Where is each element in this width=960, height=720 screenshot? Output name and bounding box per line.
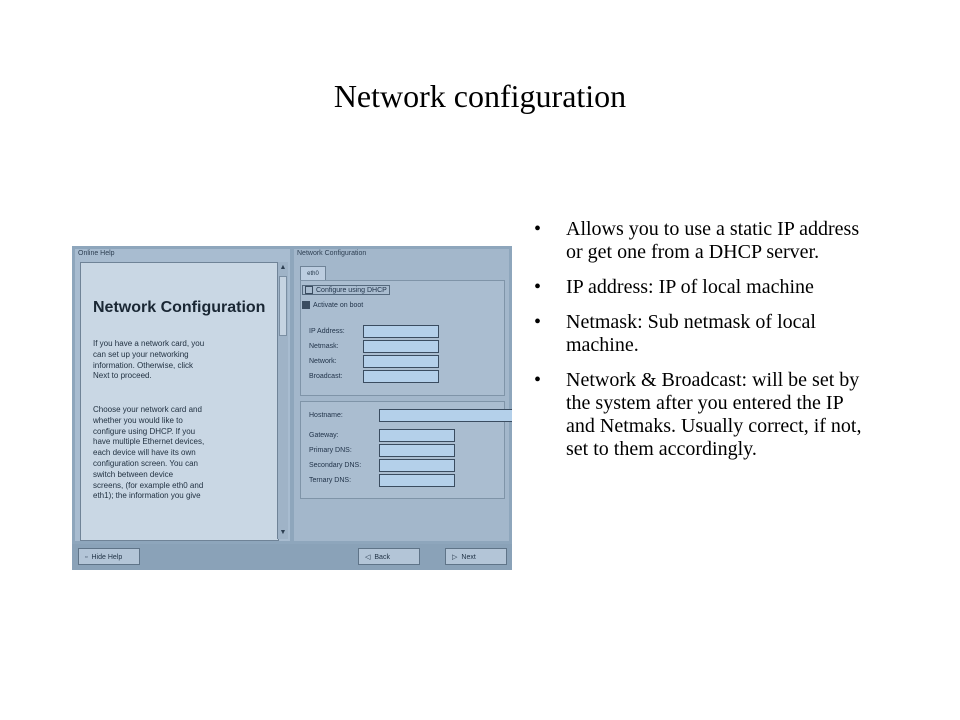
host-settings-section	[300, 401, 505, 499]
help-checkbox-icon: ▫	[85, 554, 88, 561]
activate-on-boot-checkbox[interactable]	[302, 301, 363, 309]
scroll-thumb[interactable]	[279, 276, 287, 336]
network-config-header: Network Configuration	[297, 250, 367, 257]
gateway-input[interactable]	[379, 429, 455, 442]
bottom-button-bar	[72, 544, 512, 570]
bullet-text: Allows you to use a static IP address or get one from a DHCP server.	[566, 218, 860, 263]
ternary-dns-input[interactable]	[379, 474, 455, 487]
hide-help-label: Hide Help	[91, 554, 123, 561]
bullet-item	[526, 276, 876, 299]
help-paragraph: If you have a network card, you can set up your networking information. Otherwise, click Next to proceed.	[93, 339, 205, 381]
scroll-up-icon[interactable]: ▲	[279, 264, 287, 271]
back-button[interactable]	[358, 548, 420, 565]
ternary-dns-label: Ternary DNS:	[309, 477, 352, 484]
network-input[interactable]	[363, 355, 439, 368]
secondary-dns-input[interactable]	[379, 459, 455, 472]
tab-eth0[interactable]: eth0	[300, 266, 326, 282]
back-label: Back	[374, 554, 390, 561]
bullet-item	[526, 369, 876, 461]
hostname-input[interactable]	[379, 409, 512, 422]
gateway-label: Gateway:	[309, 432, 339, 439]
bullet-item	[526, 218, 876, 264]
network-label: Network:	[309, 358, 337, 365]
netmask-label: Netmask:	[309, 343, 339, 350]
bullet-text: Netmask: Sub netmask of local machine.	[566, 311, 816, 356]
help-heading: Network Configuration	[93, 299, 266, 316]
help-scrollbar[interactable]	[277, 262, 288, 539]
next-label: Next	[461, 554, 476, 561]
checkbox-checked-icon	[302, 301, 310, 309]
bullet-dot-icon: •	[534, 311, 542, 333]
bullet-list	[526, 218, 876, 473]
ip-settings-section	[300, 280, 505, 396]
online-help-header: Online Help	[78, 250, 115, 257]
next-arrow-icon: ▷	[452, 554, 458, 561]
online-help-panel	[75, 249, 290, 541]
primary-dns-label: Primary DNS:	[309, 447, 352, 454]
bullet-dot-icon: •	[534, 218, 542, 240]
hostname-label: Hostname:	[309, 412, 343, 419]
bullet-dot-icon: •	[534, 276, 542, 298]
primary-dns-input[interactable]	[379, 444, 455, 457]
bullet-item	[526, 311, 876, 357]
checkbox-icon	[305, 286, 313, 294]
bullet-dot-icon: •	[534, 369, 542, 391]
dhcp-checkbox[interactable]	[302, 285, 390, 295]
broadcast-label: Broadcast:	[309, 373, 343, 380]
broadcast-input[interactable]	[363, 370, 439, 383]
online-help-content	[80, 262, 279, 541]
ip-address-input[interactable]	[363, 325, 439, 338]
activate-on-boot-label: Activate on boot	[313, 301, 364, 309]
installer-screenshot	[72, 246, 512, 570]
ip-address-label: IP Address:	[309, 328, 345, 335]
scroll-down-icon[interactable]: ▼	[279, 529, 287, 536]
dhcp-label: Configure using DHCP	[316, 286, 387, 294]
bullet-text: Network & Broadcast: will be set by the system after you entered the IP and Netmaks. Usually correct, if not, set to them accordingly.	[566, 369, 862, 460]
next-button[interactable]	[445, 548, 507, 565]
hide-help-button[interactable]	[78, 548, 140, 565]
bullet-text: IP address: IP of local machine	[566, 276, 814, 298]
back-arrow-icon: ◁	[365, 554, 371, 561]
network-config-panel	[294, 249, 509, 541]
help-paragraph: Choose your network card and whether you would like to configure using DHCP. If you have multiple Ethernet devices, each device will have its own configuration screen. You can switch between device screens, (for example eth0 and eth1); the information you give	[93, 405, 205, 501]
slide-title: Network configuration	[333, 78, 627, 114]
secondary-dns-label: Secondary DNS:	[309, 462, 362, 469]
netmask-input[interactable]	[363, 340, 439, 353]
